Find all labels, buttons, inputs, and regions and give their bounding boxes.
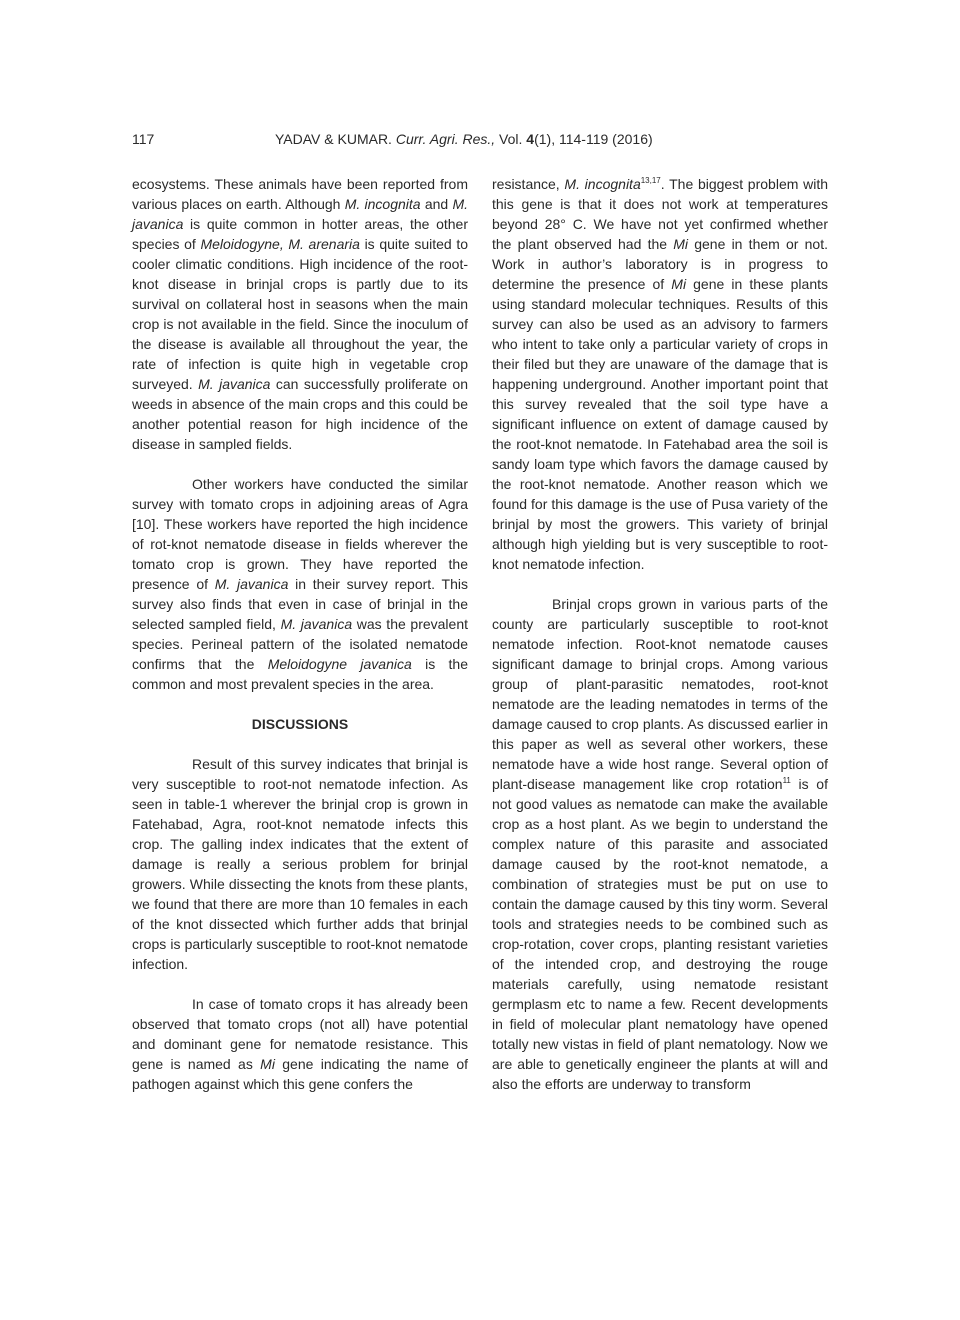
paragraph-survey-result: Result of this survey indicates that brinjal is very susceptible to root-not nematode infection. As seen in table-1 wherever the brinjal crop is grown in Fatehabad, Agra, root-knot nematode infects this crop. The galling index indicates that the extent of damage is really a serious problem for brinjal growers. While dissecting the knots from these plants, we found that there are more than 10 females in each of the knot dissected which further adds that brinjal crops is particularly susceptible to root-knot nematode infection. [132,756,468,972]
left-column [132,174,468,1114]
page-number: 117 [132,131,155,147]
header-vol-label: Vol. [495,131,527,147]
section-heading-discussions: DISCUSSIONS [251,716,349,732]
citation-superscript: 11 [782,776,791,785]
header-vol-rest: (1), 114-119 (2016) [534,131,653,147]
right-column [492,174,828,1114]
paragraph-tomato-crops: In case of tomato crops it has already been observed that tomato crops (not all) have potential and dominant gene for nematode resistance. This gene is named as Mi gene indicating the name of pathogen against which this gene confers the [132,996,469,1092]
paragraph-ecosystems: ecosystems. These animals have been reported from various places on earth. Although M. incognita and M. javanica is quite common in hotter areas, the other species of Meloidogyne, M. arenaria is quite suited to cooler climatic conditions. High incidence of the root-knot disease in brinjal crops is partly due to its survival on collateral host in seasons when the main crop is not available in the field. Since the inoculum of the disease is available all throughout the year, the rate of infection is quite high in vegetable crop surveyed. M. javanica can successfully proliferate on weeds in absence of the main crops and this could be another potential reason for high incidence of the disease in sampled fields. [132,176,469,452]
paragraph-brinjal-crops: Brinjal crops grown in various parts of the county are particularly susceptible to root-knot nematode infection. Root-knot nematode causes significant damage to brinjal crops. Among various group of plant-parasitic nematodes, root-knot nematode are the leading nematodes in terms of the damage caused to crop plants. As discussed earlier in this paper as well as several other workers, these nematode have a wide host range. Several option of plant-disease management like crop rotation$^{11}$ is of not good values as nematode can make the available crop as a host plant. As we begin to understand the complex nature of this parasite and associated damage caused by the root-knot nematode, a combination of strategies must be put on use to contain the damage caused by this tiny worm. Several tools and strategies needs to be combined such as crop-rotation, cover crops, planting resistant varieties of the intended crop, and destroying the rouge materials carefully, using nematode resistant germplasm etc to name a few. Recent developments in field of molecular plant nematology have opened totally new vistas in field of plant nematology. Now we are able to genetically engineer the plants at will and also the efforts are underway to transform [492,596,828,1092]
header-vol-number: 4 [526,131,535,147]
running-header [132,129,828,149]
paragraph-resistance: resistance, M. incognita$^{13,17}$. The biggest problem with this gene is that it does not work at temperatures beyond 28° C. We have not yet confirmed whether the plant observed had the Mi gene in them or not. Work in author’s laboratory is in progress to determine the presence of Mi gene in these plants using standard molecular techniques. Results of this survey can also be used as an advisory to farmers who intent to take only a particular variety of crops in their filed but they are unaware of the damage that is happening underground. Another important point that this survey revealed that the soil type have a significant influence on extent of damage caused by the root-knot nematode. In Fatehabad area the soil is sandy loam type which favors the damage caused by the root-knot nematode. Another reason which we found for this damage is the use of Pusa variety of the brinjal by most the growers. This variety of brinjal although high yielding but is very susceptible to root-knot nematode infection. [492,176,828,572]
citation-superscript: 13,17 [640,176,661,185]
paragraph-other-workers: Other workers have conducted the similar survey with tomato crops in adjoining areas of Agra [10]. These workers have reported the high incidence of rot-knot nematode disease in fields wherever the tomato crop is grown. They have reported the presence of M. javanica in their survey report. This survey also finds that even in case of brinjal in the selected sampled field, M. javanica was the prevalent species. Perineal pattern of the isolated nematode confirms that the Meloidogyne javanica is the common and most prevalent species in the area. [132,476,468,692]
header-journal: Curr. Agri. Res., [395,131,496,147]
header-authors: YADAV & KUMAR. [275,131,396,147]
journal-citation [275,129,653,149]
